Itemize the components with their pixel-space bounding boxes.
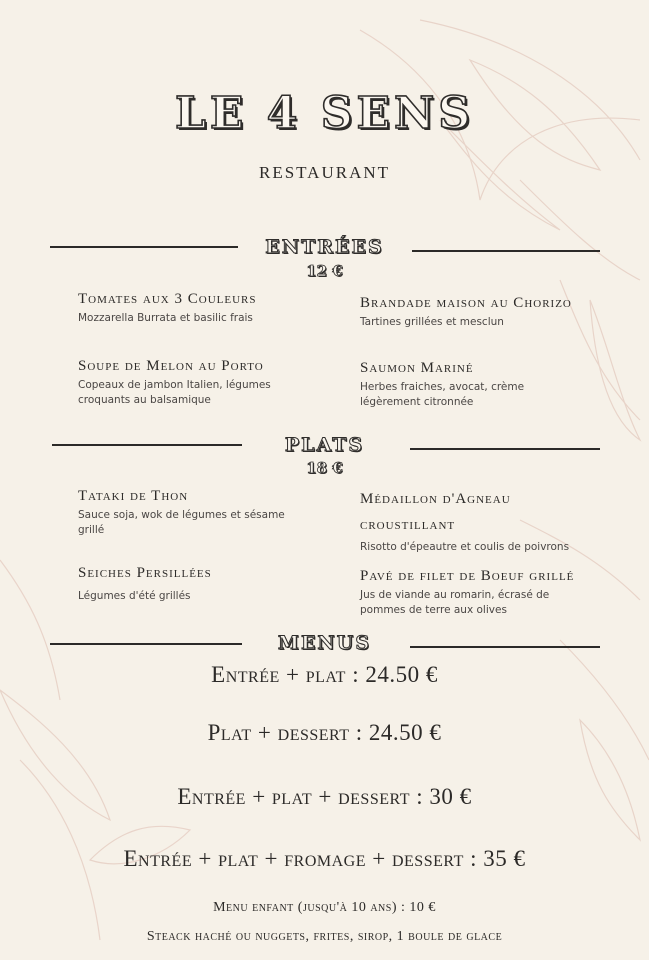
section-price-plats: 18 €: [306, 459, 343, 477]
restaurant-subtitle: RESTAURANT: [258, 163, 391, 182]
dish-item: [360, 293, 630, 330]
section-heading-menus: MENUS: [277, 632, 372, 654]
kids-menu-title: Menu enfant (jusqu'à 10 ans) : 10 €: [213, 900, 436, 915]
dish-name: Brandade maison au Chorizo: [360, 295, 572, 311]
dish-item: [78, 356, 288, 408]
dish-description: Jus de viande au romarin, écrasé de pommes de terre aux olives: [360, 589, 550, 616]
dish-description: Mozzarella Burrata et basilic frais: [78, 312, 253, 324]
dish-name: Pavé de filet de Boeuf grillé: [360, 568, 575, 584]
dish-description: Copeaux de jambon Italien, légumes croquants au balsamique: [78, 379, 271, 406]
section-price-entrees: 12 €: [306, 262, 343, 280]
kids-menu-detail: Steack haché ou nuggets, frites, sirop, 1 boule de glace: [146, 929, 503, 944]
menu-formula: Plat + dessert : 24.50 €: [207, 720, 442, 745]
dish-item: [360, 358, 560, 410]
dish-name: Tataki de Thon: [78, 488, 189, 504]
dish-description: Herbes fraiches, avocat, crème légèrement citronnée: [360, 381, 525, 408]
section-heading-entrees: ENTRÉES: [265, 236, 384, 258]
menu-formula: Entrée + plat + fromage + dessert : 35 €: [123, 846, 526, 871]
dish-name: Soupe de Melon au Porto: [78, 358, 264, 374]
dish-description: Tartines grillées et mesclun: [360, 316, 504, 328]
dish-item: [78, 289, 338, 326]
dish-description: Risotto d'épeautre et coulis de poivrons: [360, 541, 570, 553]
menu-formula: Entrée + plat + dessert : 30 €: [177, 784, 472, 809]
restaurant-name: LE 4 SENS: [174, 88, 475, 139]
menu-formula: Entrée + plat : 24.50 €: [211, 662, 438, 687]
dish-name: Médaillon d'Agneau croustillant: [360, 491, 511, 533]
dish-item: [360, 486, 570, 555]
dish-item: [360, 566, 630, 618]
dish-item: [78, 486, 288, 538]
dish-name: Seiches Persillées: [78, 565, 212, 581]
dish-name: Saumon Mariné: [360, 360, 474, 376]
dish-description: Sauce soja, wok de légumes et sésame grillé: [78, 509, 285, 536]
dish-description: Légumes d'été grillés: [78, 590, 191, 602]
section-heading-plats: PLATS: [284, 434, 365, 456]
dish-item: [78, 563, 338, 604]
dish-name: Tomates aux 3 Couleurs: [78, 291, 257, 307]
